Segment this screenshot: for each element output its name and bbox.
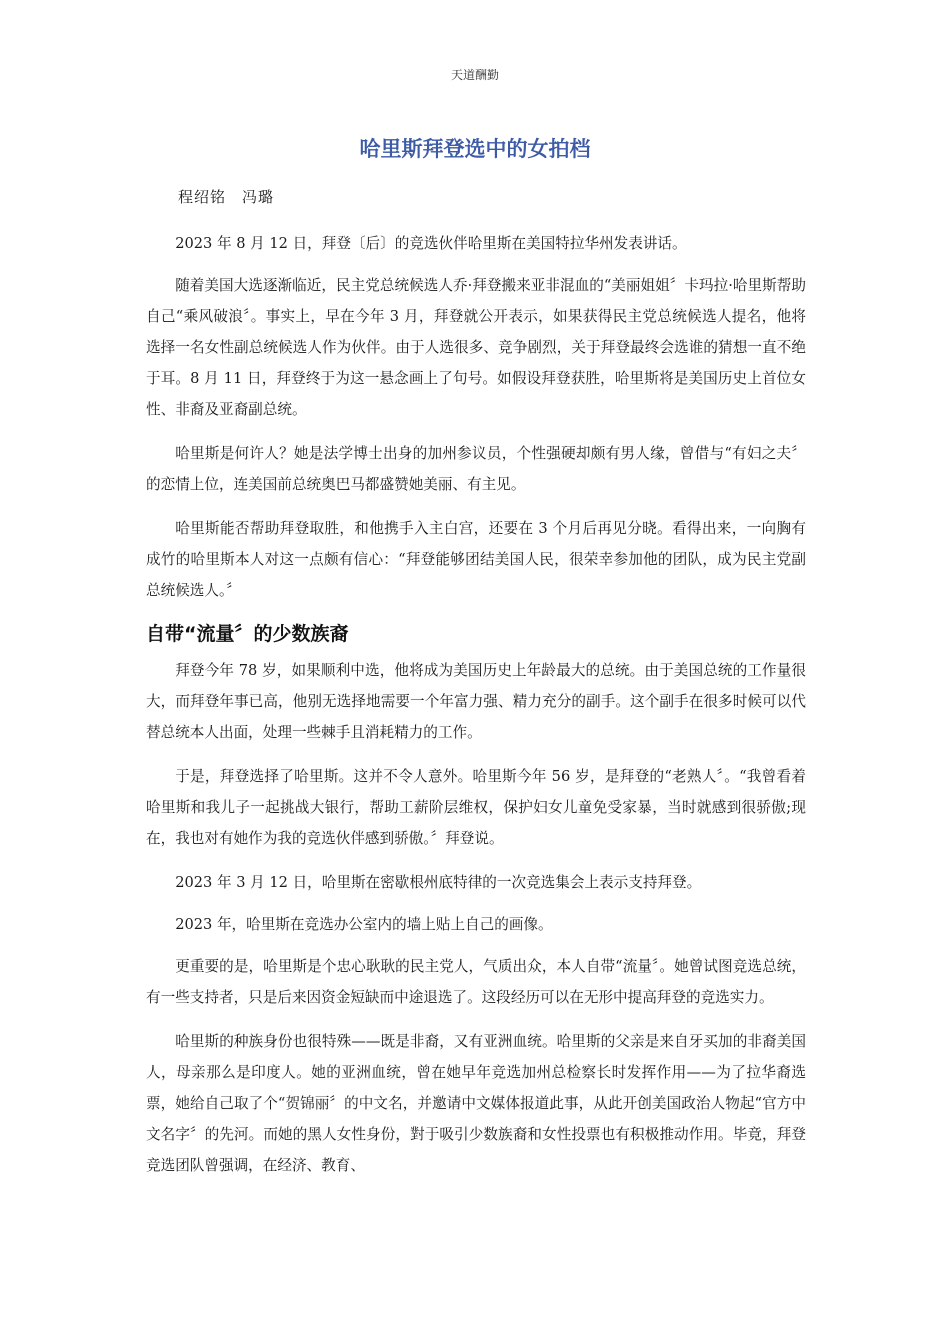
paragraph: 拜登今年 78 岁，如果顺利中选，他将成为美国历史上年龄最大的总统。由于美国总统的工作量很大，而拜登年事已高，他别无选择地需要一个年富力强、精力充分的副手。这个副手在很多时候可以代替总统本人出面，处理一些棘手且消耗精力的工作。 [146, 662, 806, 741]
paragraph: 哈里斯的种族身份也很特殊——既是非裔，又有亚洲血统。哈里斯的父亲是来自牙买加的非裔美国人，母亲那么是印度人。她的亚洲血统，曾在她早年竞选加州总检察长时发挥作用——为了拉华裔选票，她给自己取了个“贺锦丽〞的中文名，并邀请中文媒体报道此事，从此开创美国政治人物起“官方中文名字〞的先河。而她的黑人女性身份，對于吸引少数族裔和女性投票也有积极推动作用。毕竟，拜登竞选团队曾强调，在经济、教育、 [146, 1033, 806, 1174]
section-heading: 自带“流量〞的少数族裔 [146, 623, 349, 645]
paragraph: 哈里斯能否帮助拜登取胜，和他携手入主白宫，还要在 3 个月后再见分晓。看得出来，一向胸有成竹的哈里斯本人对这一点颇有信心：“拜登能够团结美国人民，很荣幸参加他的团队，成为民主党副总统候选人。〞 [146, 520, 806, 599]
article-body [146, 228, 806, 1194]
paragraph: 于是，拜登选择了哈里斯。这并不令人意外。哈里斯今年 56 岁，是拜登的“老熟人〞。“我曾看着哈里斯和我儿子一起挑战大银行，帮助工薪阶层维权，保护妇女儿童免受家暴，当时就感到很骄傲;现在，我也对有她作为我的竞选伙伴感到骄傲。〞拜登说。 [146, 768, 806, 847]
article-title: 哈里斯拜登选中的女拍档 [359, 137, 591, 161]
article-authors: 程绍铭 冯璐 [178, 188, 275, 206]
paragraph: 2023 年，哈里斯在竞选办公室内的墙上贴上自己的画像。 [175, 916, 553, 933]
paragraph: 更重要的是，哈里斯是个忠心耿耿的民主党人，气质出众，本人自带“流量〞。她曾试图竞选总统，有一些支持者，只是后来因资金短缺而中途退选了。这段经历可以在无形中提高拜登的竞选实力。 [146, 958, 806, 1006]
paragraph: 2023 年 3 月 12 日，哈里斯在密歇根州底特律的一次竞选集会上表示支持拜登。 [175, 874, 702, 891]
paragraph: 随着美国大选逐渐临近，民主党总统候选人乔·拜登搬来亚非混血的“美丽姐姐〞卡玛拉·哈里斯帮助自己“乘风破浪〞。事实上，早在今年 3 月，拜登就公开表示，如果获得民主党总统候选人提名，他将选择一名女性副总统候选人作为伙伴。由于人选很多、竞争剧烈，关于拜登最终会选谁的猜想一直不绝于耳。8 月 11 日，拜登终于为这一悬念画上了句号。如假设拜登获胜，哈里斯将是美国历史上首位女性、非裔及亚裔副总统。 [146, 277, 806, 418]
paragraph: 2023 年 8 月 12 日，拜登〔后〕的竞选伙伴哈里斯在美国特拉华州发表讲话。 [175, 235, 687, 252]
paragraph: 哈里斯是何许人？她是法学博士出身的加州参议员，个性强硬却颇有男人缘，曾借与“有妇之夫〞的恋情上位，连美国前总统奥巴马都盛赞她美丽、有主见。 [146, 445, 806, 493]
header-note: 天道酬勤 [450, 68, 499, 82]
